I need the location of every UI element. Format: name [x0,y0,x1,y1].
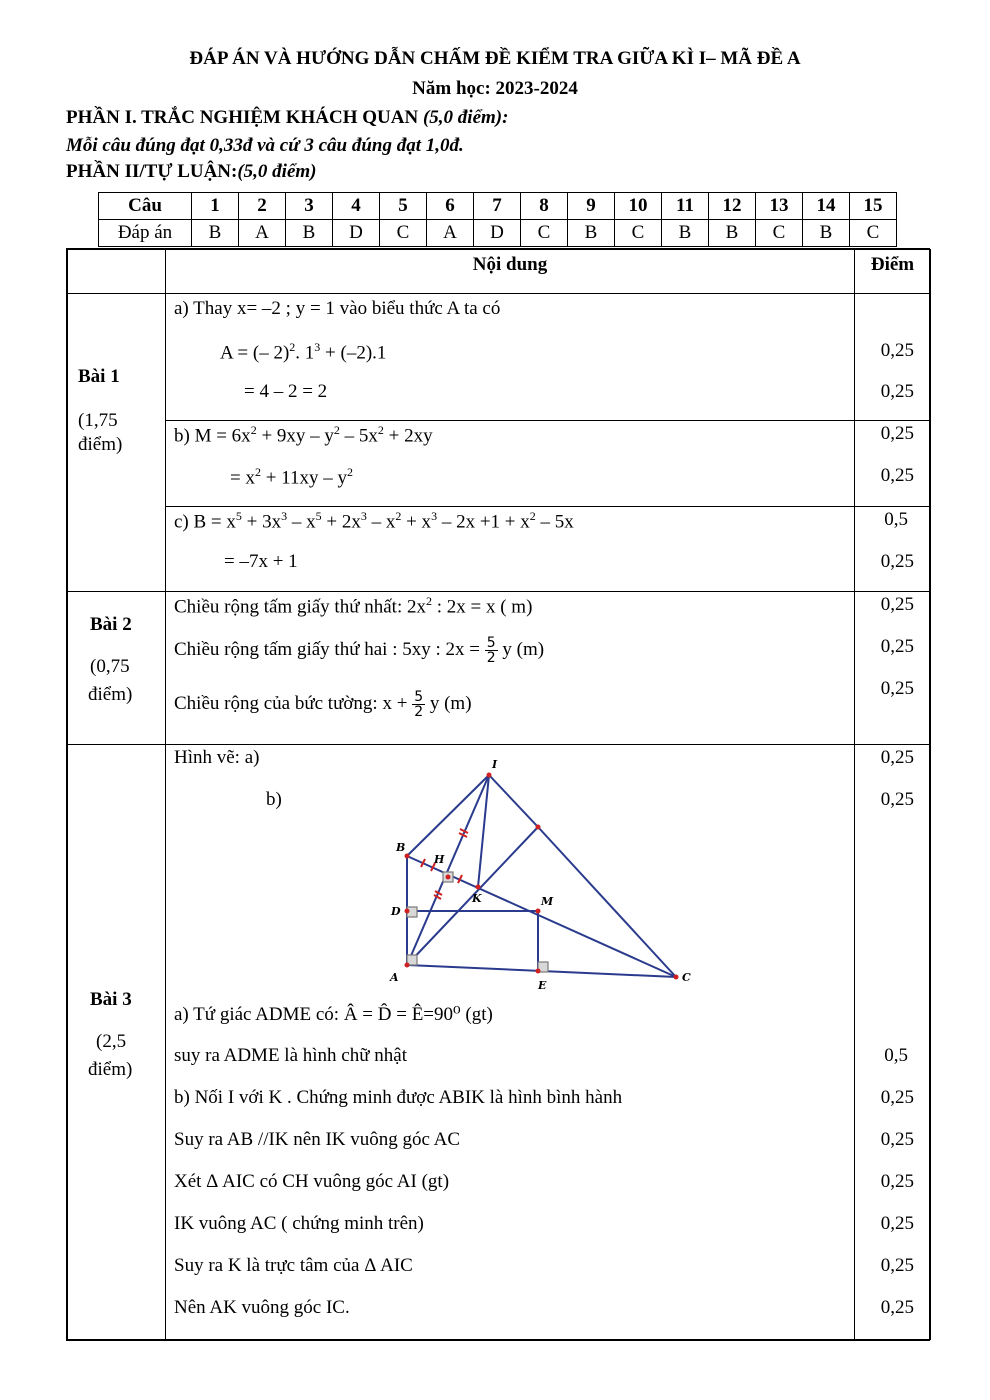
content-header: Nội dung [166,250,855,294]
column-divider [854,745,855,1339]
bai1-b-line1: b) $M = 6x^2 + 9xy - y^2 - 5x^2 + 2xy$ [174,423,433,447]
answer-choice: C [615,220,662,247]
bai1-a-line2-points: 0,25 [880,340,914,361]
geometry-figure [376,759,706,999]
bai1-part-c [166,507,931,592]
part2-heading [66,161,317,183]
answer-choice: A [427,220,474,247]
question-number: 9 [568,193,615,220]
answer-choice: B [286,220,333,247]
part1-heading [66,107,508,129]
question-number: 14 [803,193,850,220]
column-divider [854,421,855,506]
question-number: 2 [239,193,286,220]
bai3-line1: a) Tứ giác ADME có: Â = D̂ = Ê=90⁰ (gt) [174,1004,493,1025]
bai3-line5: Xét Δ AIC có CH vuông góc AI (gt) [174,1171,450,1192]
question-number: 12 [709,193,756,220]
point-label-a: A [390,971,399,984]
bai3-points-b: điểm) [88,1059,133,1080]
column-divider [854,592,855,744]
points-header: Điểm [855,250,931,294]
bai1-a-line1: a) Thay x= –2 ; y = 1 vào biểu thức A ta có [174,298,501,319]
bai2-line2-tail: y (m) [502,638,545,660]
fraction-5-2: $\frac{5}{2}$ [414,689,424,720]
bai1-b-line1-points: 0,25 [880,423,914,444]
answer-choice: B [568,220,615,247]
bai1-points-b: điểm) [78,434,123,455]
bai3-line2: suy ra ADME là hình chữ nhật [174,1045,407,1066]
answer-choice: D [333,220,380,247]
answer-choice: C [850,220,897,247]
bai3-line8: Nên AK vuông góc IC. [174,1297,350,1318]
bai3-line4-points: 0,25 [880,1129,914,1150]
bai3-content [166,745,931,1340]
bai2-title: Bài 2 [90,614,132,635]
bai1-c-line1-points: 0,5 [884,509,908,530]
question-header: Câu [99,193,192,220]
part1-title: PHẦN I. TRẮC NGHIỆM KHÁCH QUAN [66,107,419,128]
bai3-line6-points: 0,25 [880,1213,914,1234]
point-label-c: C [682,971,691,984]
bai1-points-a: (1,75 [78,410,118,431]
bai1-c-line2-points: 0,25 [880,551,914,572]
bai3-title: Bài 3 [90,989,132,1010]
answer-choice: B [662,220,709,247]
bai1-a-line3: = 4 – 2 = 2 [244,381,328,402]
bai2-line2 [174,636,544,665]
bai3-line8-points: 0,25 [880,1297,914,1318]
answer-choice: A [239,220,286,247]
document-title: ĐÁP ÁN VÀ HƯỚNG DẪN CHẤM ĐỀ KIỂM TRA GIỮA KÌ I– MÃ ĐỀ A [189,48,801,69]
bai2-line3-points: 0,25 [880,678,914,699]
bai1-title: Bài 1 [78,366,120,387]
question-number: 5 [380,193,427,220]
bai3-line7: Suy ra K là trực tâm của Δ AIC [174,1255,413,1276]
bai1-a-line2: A = (– 2)$^2$. $1^3 + (-2).1$ [220,340,387,364]
bai2-line2-text: Chiều rộng tấm giấy thứ hai : 5xy : 2x = [174,638,480,660]
bai3-line6: IK vuông AC ( chứng minh trên) [174,1213,424,1234]
school-year: Năm học: 2023-2024 [412,78,578,99]
fraction-5-2: $\frac{5}{2}$ [486,635,496,666]
bai2-line3 [174,690,472,719]
bai2-content [166,592,931,745]
question-number: 8 [521,193,568,220]
bai3-label-cell [68,745,166,1340]
question-number: 4 [333,193,380,220]
bai3-points-a: (2,5 [96,1031,127,1052]
question-number: 7 [474,193,521,220]
bai2-line3-text: Chiều rộng của bức tường: x + [174,692,408,714]
bai2-line1-points: 0,25 [880,594,914,615]
point-label-k: K [472,892,482,905]
bai2-label-cell [68,592,166,745]
bai2-line3-tail: y (m) [429,692,472,714]
bai2-line1: Chiều rộng tấm giấy thứ nhất: $2x^2$ : 2x = x ( m) [174,594,533,618]
question-number: 13 [756,193,803,220]
bai3-figure-b: b) [266,789,282,810]
scoring-rule: Mỗi câu đúng đạt 0,33đ và cứ 3 câu đúng đạt 1,0đ. [66,135,464,156]
question-number: 3 [286,193,333,220]
column-divider [854,507,855,591]
header-empty-cell [68,250,166,294]
bai1-b-line2-points: 0,25 [880,465,914,486]
bai1-label-cell [68,294,166,592]
part2-points: (5,0 điểm) [237,161,317,182]
question-number: 10 [615,193,662,220]
bai1-b-line2: = $x^2 + 11xy - y^2$ [230,465,353,489]
column-divider [854,294,855,420]
answer-choice: C [521,220,568,247]
bai2-line2-points: 0,25 [880,636,914,657]
bai1-part-a [166,294,931,421]
part1-points: (5,0 điểm): [422,107,509,128]
bai3-figure-a-points: 0,25 [880,747,914,768]
grading-table [66,248,930,1341]
answer-table [98,192,897,247]
answer-choice: D [474,220,521,247]
bai3-line3-points: 0,25 [880,1087,914,1108]
bai1-c-line2: = –7x + 1 [224,551,298,572]
point-label-e: E [538,979,547,992]
bai3-line4: Suy ra AB //IK nên IK vuông góc AC [174,1129,461,1150]
point-label-b: B [396,841,406,854]
question-number: 6 [427,193,474,220]
point-label-m: M [541,895,554,908]
answer-choice: C [380,220,427,247]
bai3-figure-a: Hình vẽ: a) [174,747,260,768]
question-number: 1 [192,193,239,220]
answer-choice: C [756,220,803,247]
question-number: 11 [662,193,709,220]
bai1-a-line3-points: 0,25 [880,381,914,402]
question-number: 15 [850,193,897,220]
point-label-h: H [434,853,445,866]
bai3-line3: b) Nối I với K . Chứng minh được ABIK là hình bình hành [174,1087,623,1108]
answer-choice: B [709,220,756,247]
bai3-figure-b-points: 0,25 [880,789,914,810]
answer-choice: B [192,220,239,247]
answer-header: Đáp án [99,220,192,247]
bai2-points-a: (0,75 [90,656,130,677]
bai3-line5-points: 0,25 [880,1171,914,1192]
bai3-line2-points: 0,5 [884,1045,908,1066]
point-label-i: I [492,759,498,771]
part2-title: PHẦN II/TỰ LUẬN: [66,161,238,182]
bai3-line7-points: 0,25 [880,1255,914,1276]
answer-choice: B [803,220,850,247]
bai2-points-b: điểm) [88,684,133,705]
bai1-part-b [166,421,931,507]
point-label-d: D [391,905,401,918]
bai1-c-line1: c) $B = x^5 + 3x^3 - x^5 + 2x^3 - x^2 + x^3 - 2x +1 + x^2 - 5x$ [174,509,574,533]
